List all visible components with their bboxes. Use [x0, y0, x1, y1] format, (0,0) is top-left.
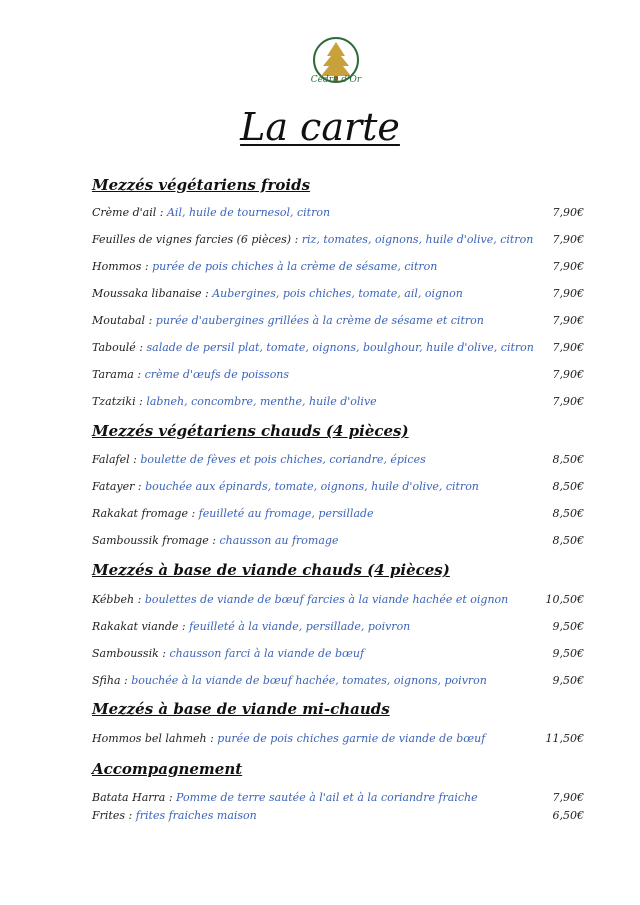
item-description: frites fraiches maison [135, 809, 257, 822]
brand-name: Cèdre d'Or [310, 75, 362, 85]
item-name: Taboulé [92, 341, 136, 354]
item-description: boulette de fèves et pois chiches, coriandre, épices [140, 453, 426, 466]
item-price: 9,50€ [552, 674, 584, 687]
item-description: Aubergines, pois chiches, tomate, ail, oignon [212, 287, 463, 300]
item-name: Frites [92, 809, 125, 822]
item-separator: : [158, 647, 170, 660]
item-separator: : [208, 534, 220, 547]
item-price: 6,50€ [552, 809, 584, 822]
item-separator: : [133, 368, 145, 381]
item-description: Pomme de terre sautée à l'ail et à la coriandre fraiche [176, 791, 478, 804]
item-description: riz, tomates, oignons, huile d'olive, citron [301, 233, 534, 246]
item-separator: : [201, 287, 213, 300]
item-name: Sfiha [92, 674, 121, 687]
item-price: 7,90€ [552, 395, 584, 408]
item-price: 8,50€ [552, 453, 584, 466]
menu-item [92, 260, 584, 276]
item-price: 8,50€ [552, 480, 584, 493]
item-description: feuilleté à la viande, persillade, poivron [189, 620, 411, 633]
menu-item [92, 368, 584, 384]
item-separator: : [206, 732, 218, 745]
item-name: Tzatziki [92, 395, 136, 408]
item-separator: : [156, 206, 167, 219]
item-name: Hommos [92, 260, 142, 273]
page-title: La carte [240, 105, 400, 149]
item-name: Rakakat fromage [92, 507, 188, 520]
item-name: Fatayer [92, 480, 135, 493]
item-price: 7,90€ [552, 206, 584, 219]
item-price: 7,90€ [552, 341, 584, 354]
item-separator: : [145, 314, 156, 327]
item-price: 7,90€ [552, 260, 584, 273]
item-name: Hommos bel lahmeh [92, 732, 207, 745]
item-description: bouchée aux épinards, tomate, oignons, huile d'olive, citron [145, 480, 479, 493]
item-price: 8,50€ [552, 507, 584, 520]
item-separator: : [178, 620, 190, 633]
menu-item [92, 791, 584, 807]
item-name: Moutabal [92, 314, 146, 327]
item-description: Ail, huile de tournesol, citron [166, 206, 331, 219]
menu-item [92, 341, 584, 357]
section-title: Mezzés végétariens froids [92, 176, 311, 194]
menu-item [92, 534, 584, 550]
item-description: chausson farci à la viande de bœuf [169, 647, 365, 660]
menu-item [92, 233, 584, 249]
item-description: chausson au fromage [219, 534, 339, 547]
item-price: 7,90€ [552, 368, 584, 381]
section-title: Mezzés végétariens chauds (4 pièces) [92, 422, 409, 440]
item-separator: : [129, 453, 141, 466]
item-separator: : [135, 395, 147, 408]
item-name: Crème d'ail [92, 206, 157, 219]
menu-item [92, 620, 584, 636]
item-name: Rakakat viande [92, 620, 179, 633]
item-name: Moussaka libanaise [92, 287, 202, 300]
item-separator: : [134, 593, 145, 606]
item-description: crème d'œufs de poissons [144, 368, 290, 381]
item-separator: : [135, 341, 147, 354]
item-description: feuilleté au fromage, persillade [198, 507, 374, 520]
item-price: 7,90€ [552, 233, 584, 246]
item-name: Tarama [92, 368, 134, 381]
logo [307, 36, 365, 94]
item-price: 9,50€ [552, 620, 584, 633]
item-price: 7,90€ [552, 287, 584, 300]
item-name: Feuilles de vignes farcies (6 pièces) [92, 233, 292, 246]
item-description: purée d'aubergines grillées à la crème de sésame et citron [155, 314, 484, 327]
item-price: 8,50€ [552, 534, 584, 547]
menu-item [92, 647, 584, 663]
item-description: labneh, concombre, menthe, huile d'olive [146, 395, 377, 408]
menu-item [92, 732, 584, 748]
menu-item [92, 507, 584, 523]
item-separator: : [165, 791, 177, 804]
menu-item [92, 287, 584, 303]
item-name: Samboussik fromage [92, 534, 209, 547]
menu-item [92, 206, 584, 222]
item-description: boulettes de viande de bœuf farcies à la viande hachée et oignon [144, 593, 509, 606]
menu-item [92, 395, 584, 411]
cedar-tree-icon [307, 36, 365, 94]
item-description: bouchée à la viande de bœuf hachée, tomates, oignons, poivron [131, 674, 487, 687]
item-description: salade de persil plat, tomate, oignons, boulghour, huile d'olive, citron [146, 341, 534, 354]
item-price: 7,90€ [552, 791, 584, 804]
item-description: purée de pois chiches à la crème de sésame, citron [152, 260, 438, 273]
menu-item [92, 480, 584, 496]
item-description: purée de pois chiches garnie de viande de bœuf [217, 732, 486, 745]
menu-item [92, 593, 584, 609]
menu-item [92, 453, 584, 469]
item-separator: : [187, 507, 199, 520]
item-price: 7,90€ [552, 314, 584, 327]
section-title: Accompagnement [92, 760, 243, 778]
item-separator: : [291, 233, 302, 246]
item-name: Batata Harra [92, 791, 166, 804]
item-price: 11,50€ [545, 732, 584, 745]
menu-item [92, 674, 584, 690]
section-title: Mezzés à base de viande chauds (4 pièces) [92, 561, 450, 579]
item-separator: : [141, 260, 153, 273]
item-price: 10,50€ [545, 593, 584, 606]
item-name: Kébbeh [92, 593, 135, 606]
item-name: Samboussik [92, 647, 159, 660]
section-title: Mezzés à base de viande mi-chauds [92, 700, 390, 718]
menu-item [92, 314, 584, 330]
item-separator: : [124, 809, 136, 822]
item-name: Falafel [92, 453, 130, 466]
menu-item [92, 809, 584, 825]
item-price: 9,50€ [552, 647, 584, 660]
item-separator: : [120, 674, 132, 687]
item-separator: : [134, 480, 146, 493]
